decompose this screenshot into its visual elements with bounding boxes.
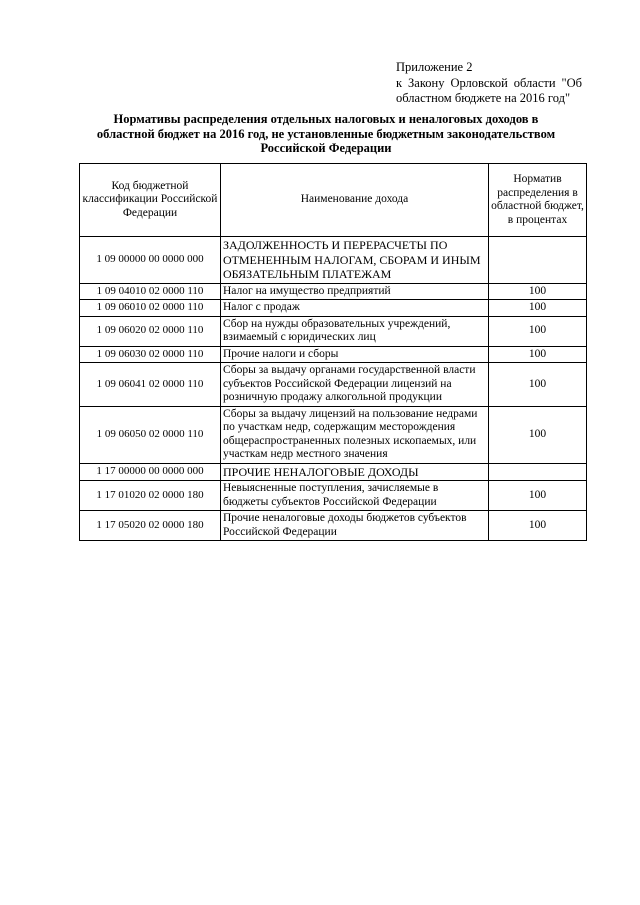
row-name: ПРОЧИЕ НЕНАЛОГОВЫЕ ДОХОДЫ bbox=[221, 463, 489, 481]
appendix-note bbox=[396, 60, 582, 107]
row-norm bbox=[489, 463, 587, 481]
table-row bbox=[80, 346, 587, 363]
row-norm: 100 bbox=[489, 283, 587, 300]
table-row bbox=[80, 283, 587, 300]
row-norm: 100 bbox=[489, 363, 587, 407]
row-code: 1 09 06050 02 0000 110 bbox=[80, 406, 221, 463]
table-row bbox=[80, 463, 587, 481]
row-code: 1 09 04010 02 0000 110 bbox=[80, 283, 221, 300]
table-row bbox=[80, 511, 587, 541]
appendix-line-1: Приложение 2 bbox=[396, 60, 473, 74]
row-name: Сборы за выдачу лицензий на пользование недрами по участкам недр, содержащим месторождения общераспространенных полезных ископаемых, или участкам недр местного значения bbox=[221, 406, 489, 463]
row-name: Сбор на нужды образовательных учреждений, взимаемый с юридических лиц bbox=[221, 316, 489, 346]
row-code: 1 09 06030 02 0000 110 bbox=[80, 346, 221, 363]
table-row bbox=[80, 406, 587, 463]
row-code: 1 09 06010 02 0000 110 bbox=[80, 300, 221, 317]
row-name: ЗАДОЛЖЕННОСТЬ И ПЕРЕРАСЧЕТЫ ПО ОТМЕНЕННЫМ НАЛОГАМ, СБОРАМ И ИНЫМ ОБЯЗАТЕЛЬНЫМ ПЛАТЕЖАМ bbox=[221, 237, 489, 284]
row-code: 1 09 06041 02 0000 110 bbox=[80, 363, 221, 407]
row-name: Прочие налоги и сборы bbox=[221, 346, 489, 363]
row-code: 1 17 01020 02 0000 180 bbox=[80, 481, 221, 511]
row-norm: 100 bbox=[489, 316, 587, 346]
appendix-line-3: областном бюджете на 2016 год" bbox=[396, 91, 571, 105]
row-name: Налог на имущество предприятий bbox=[221, 283, 489, 300]
header-code: Код бюджетной классификации Российской Федерации bbox=[80, 164, 221, 237]
row-name: Сборы за выдачу органами государственной власти субъектов Российской Федерации лицензий на розничную продажу алкогольной продукции bbox=[221, 363, 489, 407]
table-row bbox=[80, 300, 587, 317]
row-norm: 100 bbox=[489, 406, 587, 463]
row-name: Прочие неналоговые доходы бюджетов субъектов Российской Федерации bbox=[221, 511, 489, 541]
table-header-row bbox=[80, 164, 587, 237]
header-name: Наименование дохода bbox=[221, 164, 489, 237]
row-norm: 100 bbox=[489, 481, 587, 511]
row-code: 1 17 00000 00 0000 000 bbox=[80, 463, 221, 481]
header-norm: Норматив распределения в областной бюджет, в процентах bbox=[489, 164, 587, 237]
row-name: Налог с продаж bbox=[221, 300, 489, 317]
table-row bbox=[80, 316, 587, 346]
row-norm bbox=[489, 237, 587, 284]
norms-table bbox=[79, 163, 587, 541]
document-title: Нормативы распределения отдельных налоговых и неналоговых доходов в областной бюджет на 2016 год, не установленные бюджетным законодательством Российской Федерации bbox=[96, 112, 556, 155]
row-code: 1 09 00000 00 0000 000 bbox=[80, 237, 221, 284]
table-row bbox=[80, 363, 587, 407]
row-name: Невыясненные поступления, зачисляемые в бюджеты субъектов Российской Федерации bbox=[221, 481, 489, 511]
row-code: 1 09 06020 02 0000 110 bbox=[80, 316, 221, 346]
appendix-line-2: к Закону Орловской области "Об bbox=[396, 75, 582, 90]
row-code: 1 17 05020 02 0000 180 bbox=[80, 511, 221, 541]
row-norm: 100 bbox=[489, 346, 587, 363]
row-norm: 100 bbox=[489, 300, 587, 317]
table-row bbox=[80, 481, 587, 511]
row-norm: 100 bbox=[489, 511, 587, 541]
table-row bbox=[80, 237, 587, 284]
